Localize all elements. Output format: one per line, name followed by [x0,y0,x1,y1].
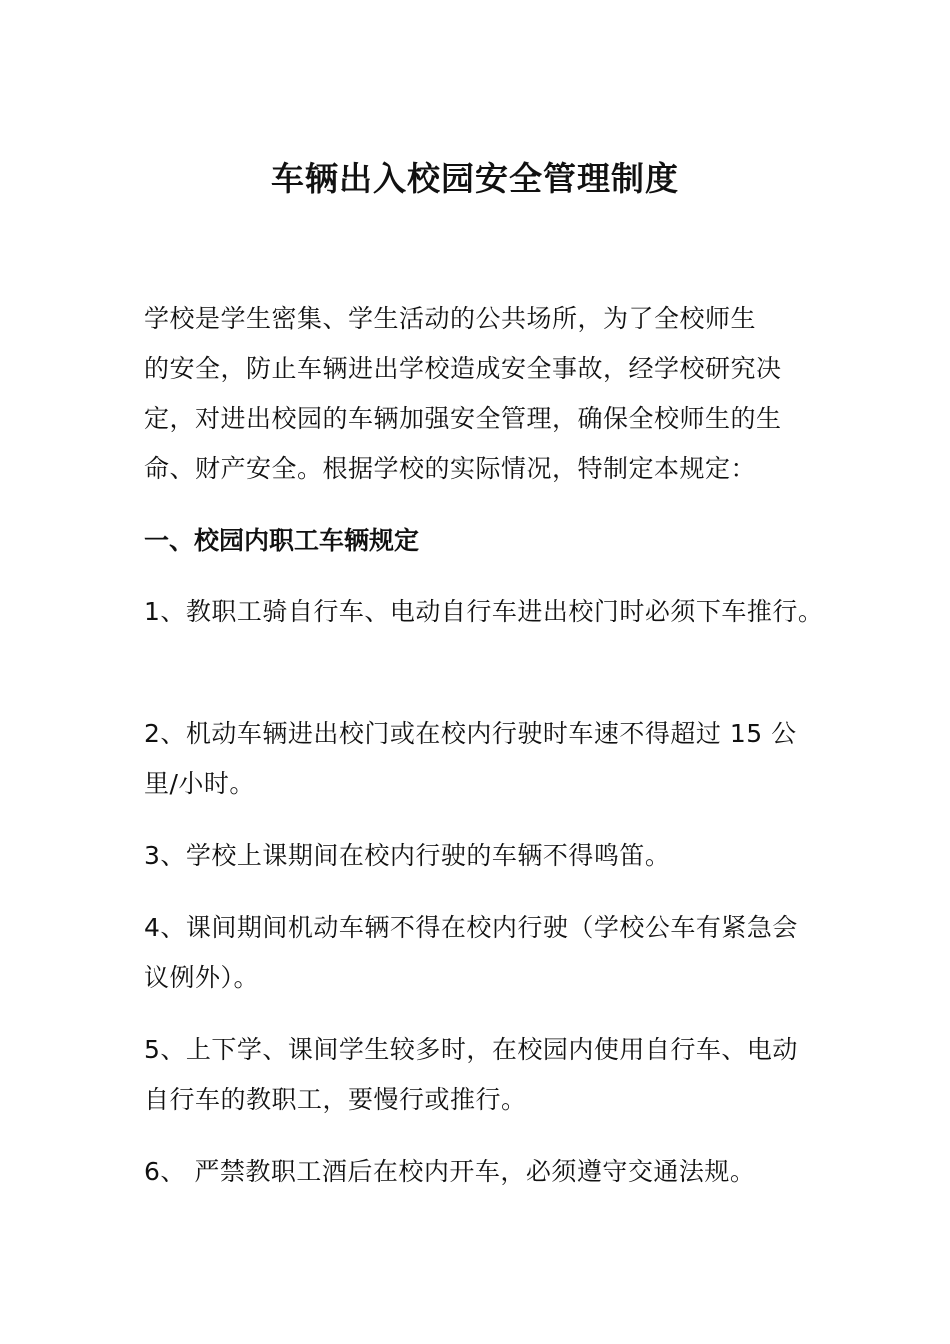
intro-line-3: 定，对进出校园的车辆加强安全管理，确保全校师生的生 [144,404,782,433]
rule-4-line-2: 议例外）。 [144,963,260,992]
section-heading: 一、校园内职工车辆规定 [144,526,420,555]
rule-2-line-2: 里/小时。 [144,769,255,798]
rule-5-line-1: 5、上下学、课间学生较多时，在校园内使用自行车、电动 [144,1035,798,1064]
rule-2-line-1: 2、机动车辆进出校门或在校内行驶时车速不得超过 15 公 [144,719,797,748]
document-title: 车辆出入校园安全管理制度 [271,159,679,198]
rule-1-line-1: 1、教职工骑自行车、电动自行车进出校门时必须下车推行。 [144,597,824,626]
rule-5-line-2: 自行车的教职工，要慢行或推行。 [144,1085,527,1114]
rule-4-line-1: 4、课间期间机动车辆不得在校内行驶（学校公车有紧急会 [144,913,798,942]
intro-line-2: 的安全，防止车辆进出学校造成安全事故，经学校研究决 [144,354,782,383]
intro-line-4: 命、财产安全。根据学校的实际情况，特制定本规定： [144,454,757,483]
rule-6-line-1: 6、 严禁教职工酒后在校内开车，必须遵守交通法规。 [144,1157,756,1186]
rule-3-line-1: 3、学校上课期间在校内行驶的车辆不得鸣笛。 [144,841,671,870]
intro-line-1: 学校是学生密集、学生活动的公共场所，为了全校师生 [144,304,757,333]
